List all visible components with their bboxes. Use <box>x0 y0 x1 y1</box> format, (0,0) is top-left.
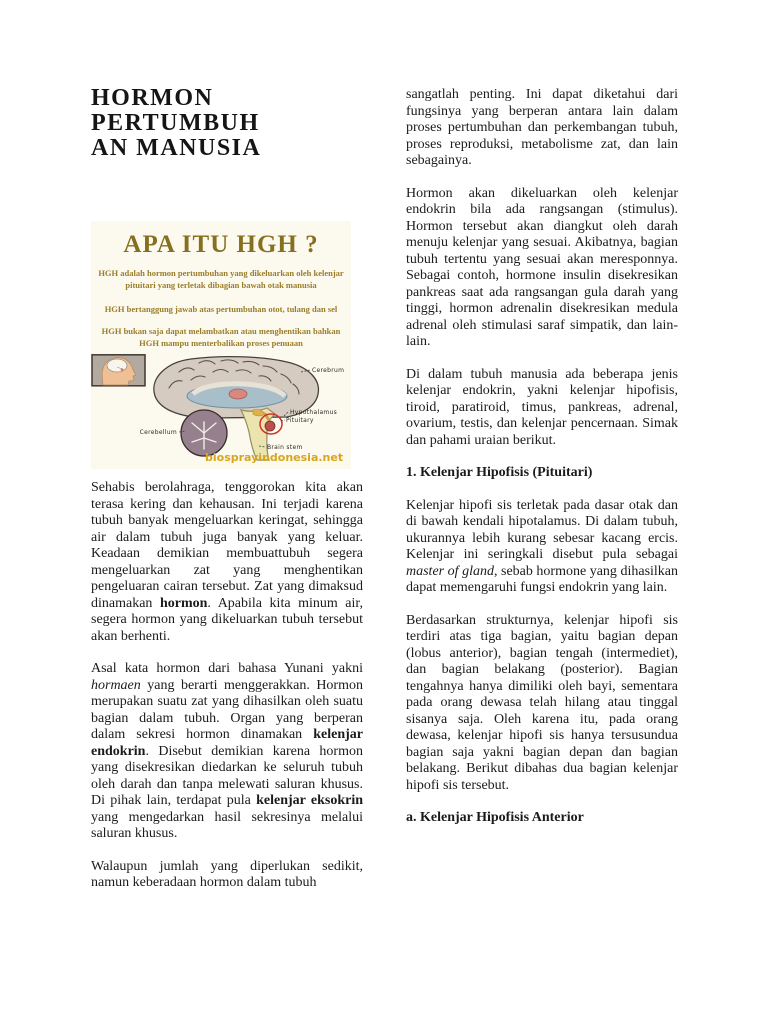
label-hypothalamus: Hypothalamus <box>290 409 338 416</box>
paragraph-left-1: Sehabis berolahraga, tenggorokan kita akan terasa kering dan kehausan. Ini terjadi karena tubuh banyak mengeluarkan keringat, sehingga air dalam tubuh juga banyak yang keluar. Keadaan demikian membuattubuh segera mengeluarkan zat yang menghentikan pengeluaran cairan tersebut. Zat yang dimaksud dinamakan hormon. Apabila kita minum air, segera hormon yang dikeluarkan tubuh tersebut akan berhenti. <box>91 480 363 644</box>
paragraph-right-1: sangatlah penting. Ini dapat diketahui dari fungsinya yang berperan antara lain dalam proses pertumbuhan dan perkembangan tubuh, proses reproduksi, metabolisme zat, dan lain sebagainya. <box>406 87 678 168</box>
page-title-line2: AN MANUSIA <box>91 135 262 161</box>
hgh-infographic <box>91 221 351 469</box>
watermark-text: biosprayindonesia.net <box>205 451 344 464</box>
page-title-line1: HORMON PERTUMBUH <box>91 85 260 136</box>
right-column <box>406 87 678 843</box>
figure-caption-2: HGH bertanggung jawab atas pertumbuhan otot, tulang dan sel <box>104 304 338 314</box>
cerebellum-shape <box>181 410 227 456</box>
page-title <box>91 86 363 161</box>
figure-heading: APA ITU HGH ? <box>123 231 319 258</box>
figure-caption-3: HGH bukan saja dapat melambatkan atau menghentikan bahkan HGH mampu menterbalikan proses penuaan <box>101 326 341 348</box>
label-cerebrum: Cerebrum <box>312 367 345 374</box>
section-heading-hipofisis: 1. Kelenjar Hipofisis (Pituitari) <box>406 465 593 480</box>
label-pituitary: Pituitary <box>286 417 314 424</box>
label-cerebellum: Cerebellum <box>139 429 177 436</box>
paragraph-right-4: Kelenjar hipofi sis terletak pada dasar otak dan di bawah kendali hipotalamus. Di dalam tubuh, ukurannya lebih kurang sebesar kacang ercis. Kelenjar ini seringkali disebut pula sebagai master of gland, sebab hormone yang dihasilkan dapat memengaruhi fungsi endokrin yang lain. <box>406 497 679 595</box>
section-heading-anterior: a. Kelenjar Hipofisis Anterior <box>406 810 584 825</box>
paragraph-right-3: Di dalam tubuh manusia ada beberapa jenis kelenjar endokrin, yakni kelenjar hipofisis, tiroid, paratiroid, timus, pankreas, adrenal, ovarium, testis, dan kelenjar pencernaan. Simak dan pahami uraian berikut. <box>406 366 678 448</box>
left-column <box>91 86 363 908</box>
label-brainstem: Brain stem <box>267 444 303 451</box>
paragraph-left-2: Asal kata hormon dari bahasa Yunani yakni hormaen yang berarti menggerakkan. Hormon merupakan suatu zat yang dihasilkan oleh suatu bagian dalam tubuh. Organ yang berperan dalam sekresi hormon dinamakan kelenjar endokrin. Disebut demikian karena hormon yang disekresikan diedarkan ke seluruh tubuh oleh darah dan tanpa melewati saluran khusus. Di pihak lain, terdapat pula kelenjar eksokrin yang mengedarkan hasil sekresinya melalui saluran khusus. <box>91 661 363 841</box>
head-profile-inset-icon <box>92 355 145 386</box>
paragraph-right-5: Berdasarkan strukturnya, kelenjar hipofi sis terdiri atas tiga bagian, yaitu bagian depan (lobus anterior), bagian tengah (intermediet), dan bagian belakang (posterior). Bagian tengahnya hanya dimiliki oleh bayi, sementara pada orang dewasa telah hilang atau tinggal sisanya saja. Oleh karena itu, pada orang dewasa, kelenjar hipofi sis hanya tersusundua bagian saja yakni bagian depan dan bagian belakang. Berikut dibahas dua bagian kelenjar hipofi sis tersebut. <box>406 612 678 793</box>
paragraph-left-3: Walaupun jumlah yang diperlukan sedikit, namun keberadaan hormon dalam tubuh <box>91 858 363 890</box>
figure-caption-1: HGH adalah hormon pertumbuhan yang dikeluarkan oleh kelenjar pituitari yang terletak dibagian bawah otak manusia <box>98 268 344 290</box>
brain-diagram <box>91 354 351 469</box>
paragraph-right-2: Hormon akan dikeluarkan oleh kelenjar endokrin bila ada rangsangan (stimulus). Hormon tersebut akan diangkut oleh darah menuju kelenjar yang sesuai. Akibatnya, bagian tubuh tertentu yang sesuai akan meresponnya. Sebagai contoh, hormone insulin disekresikan pankreas saat ada rangsangan gula darah yang tinggi, hormon adrenalin disekresikan medula adrenal oleh stimulasi saraf simpatik, dan lain-lain. <box>406 185 678 349</box>
